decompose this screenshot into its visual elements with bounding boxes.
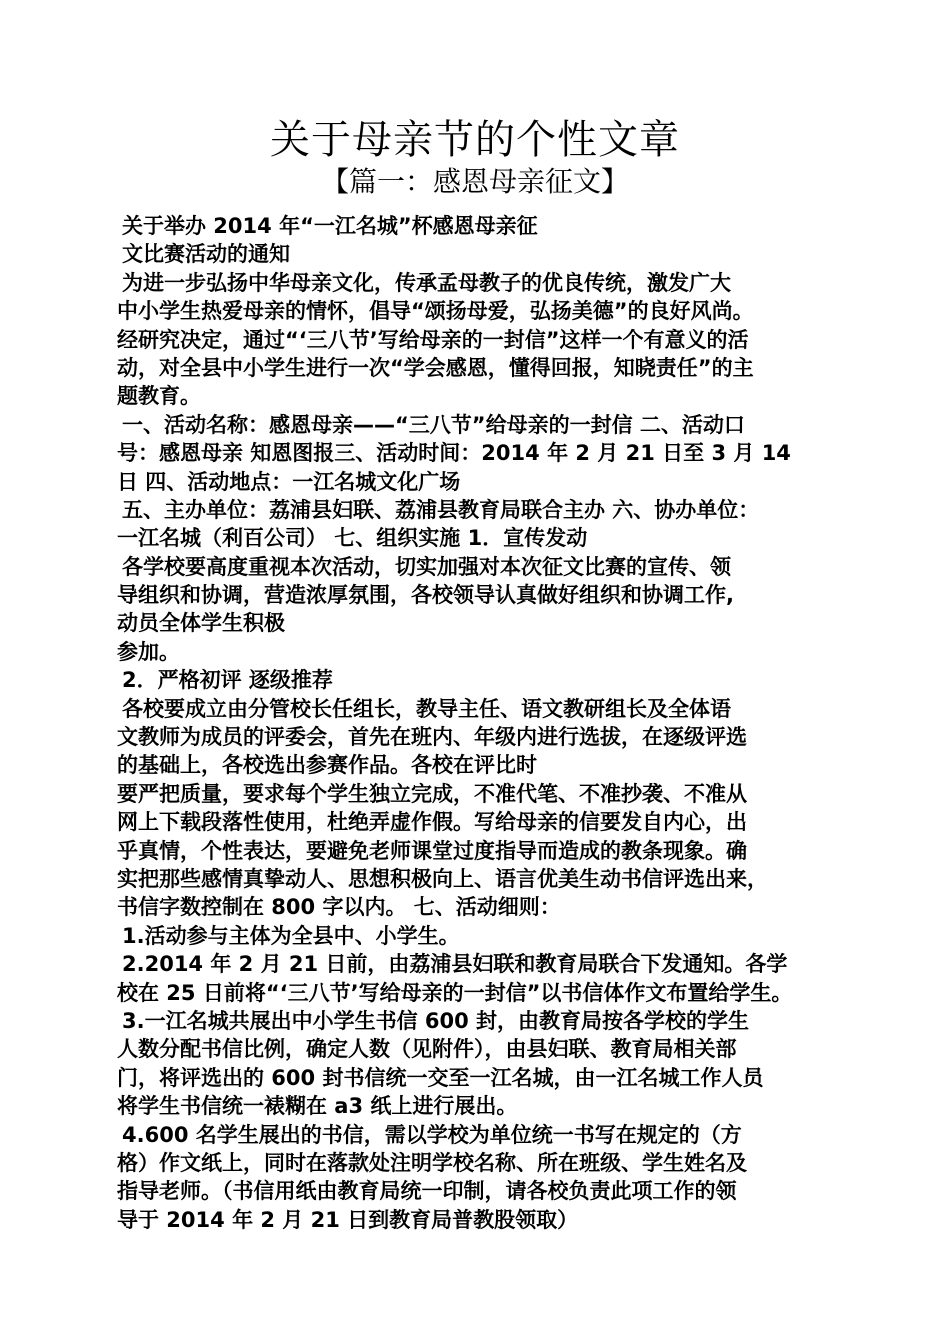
body-line: 各学校要高度重视本次活动，切实加强对本次征文比赛的宣传、领 (122, 554, 731, 579)
body-line: 将学生书信统一裱糊在 a3 纸上进行展出。 (117, 1094, 518, 1119)
body-line: 导组织和协调，营造浓厚氛围，各校领导认真做好组织和协调工作, (117, 583, 734, 608)
body-line: 动员全体学生积极 (117, 611, 285, 636)
body-line: 为进一步弘扬中华母亲文化，传承孟母教子的优良传统，激发广大 (122, 270, 731, 295)
body-line: 一、活动名称：感恩母亲——“三八节”给母亲的一封信 二、活动口 (122, 412, 745, 437)
body-line: 中小学生热爱母亲的情怀，倡导“颂扬母爱，弘扬美德”的良好风尚。 (117, 299, 754, 324)
body-line: 文教师为成员的评委会，首先在班内、年级内进行选拔，在逐级评选 (117, 725, 747, 750)
body-line: 4.600 名学生展出的书信，需以学校为单位统一书写在规定的（方 (122, 1122, 742, 1147)
body-line: 3.一江名城共展出中小学生书信 600 封，由教育局按各学校的学生 (122, 1008, 750, 1033)
body-line: 经研究决定，通过“‘三八节’写给母亲的一封信”这样一个有意义的活 (117, 327, 749, 352)
document-title: 关于母亲节的个性文章 (270, 117, 680, 163)
body-line: 号：感恩母亲 知恩图报三、活动时间：2014 年 2 月 21 日至 3 月 14 (117, 441, 791, 466)
body-line: 文比赛活动的通知 (122, 242, 290, 267)
body-line: 五、主办单位：荔浦县妇联、荔浦县教育局联合主办 六、协办单位： (122, 497, 760, 522)
document-subtitle: 【篇一：感恩母亲征文】 (320, 165, 629, 198)
body-line: 要严把质量，要求每个学生独立完成，不准代笔、不准抄袭、不准从 (117, 781, 747, 806)
body-line: 参加。 (117, 639, 180, 664)
body-line: 人数分配书信比例，确定人数（见附件），由县妇联、教育局相关部 (117, 1037, 737, 1062)
body-line: 一江名城（利百公司） 七、组织实施 1．宣传发动 (117, 526, 588, 551)
body-line: 网上下载段落性使用，杜绝弄虚作假。写给母亲的信要发自内心，出 (117, 810, 747, 835)
body-line: 关于举办 2014 年“一江名城”杯感恩母亲征 (122, 214, 538, 238)
body-line: 导于 2014 年 2 月 21 日到教育局普教股领取） (117, 1207, 579, 1232)
body-line: 门，将评选出的 600 封书信统一交至一江名城，由一江名城工作人员 (117, 1065, 764, 1090)
body-line: 的基础上，各校选出参赛作品。各校在评比时 (117, 753, 537, 778)
document-body (117, 212, 839, 1234)
body-line: 格）作文纸上，同时在落款处注明学校名称、所在班级、学生姓名及 (117, 1150, 747, 1175)
body-line: 各校要成立由分管校长任组长，教导主任、语文教研组长及全体语 (122, 696, 731, 721)
body-line: 书信字数控制在 800 字以内。 七、活动细则： (117, 895, 561, 920)
body-line: 题教育。 (117, 384, 201, 409)
body-line: 1.活动参与主体为全县中、小学生。 (122, 923, 460, 948)
body-line: 乎真情，个性表达，要避免老师课堂过度指导而造成的教条现象。确 (117, 838, 747, 863)
body-line: 指导老师。（书信用纸由教育局统一印制，请各校负责此项工作的领 (117, 1179, 737, 1204)
body-line: 动，对全县中小学生进行一次“学会感恩，懂得回报，知晓责任”的主 (117, 355, 754, 380)
body-line: 日 四、活动地点：一江名城文化广场 (117, 469, 461, 494)
body-line: 校在 25 日前将“‘三八节’写给母亲的一封信”以书信体作文布置给学生。 (117, 980, 793, 1005)
body-line: 2.2014 年 2 月 21 日前，由荔浦县妇联和教育局联合下发通知。各学 (122, 952, 788, 977)
body-line: 2．严格初评 逐级推荐 (122, 668, 333, 693)
body-line: 实把那些感情真挚动人、思想积极向上、语言优美生动书信评选出来， (117, 866, 768, 891)
